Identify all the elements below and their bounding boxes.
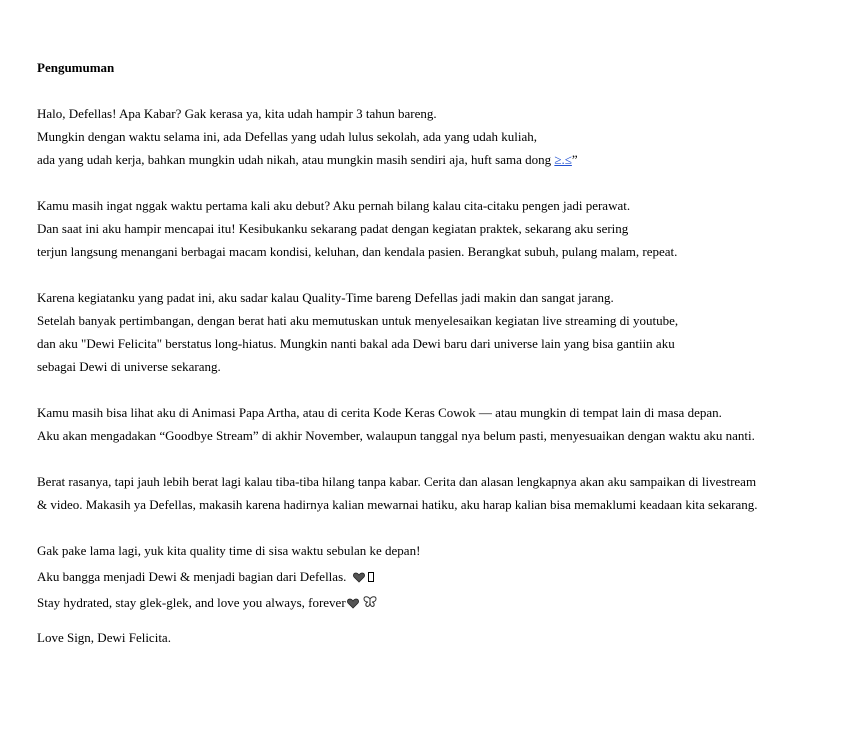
paragraph-line: Dan saat ini aku hampir mencapai itu! Kesibukanku sekarang padat dengan kegiatan praktek, sekarang aku sering (37, 221, 629, 236)
paragraph-line: terjun langsung menangani berbagai macam kondisi, keluhan, dan kendala pasien. Berangkat subuh, pulang malam, repeat. (37, 244, 678, 259)
paragraph-line: Setelah banyak pertimbangan, dengan berat hati aku memutuskan untuk menyelesaikan kegiatan live streaming di youtube, (37, 313, 679, 328)
paragraph-line: Kamu masih bisa lihat aku di Animasi Papa Artha, atau di cerita Kode Keras Cowok — atau mungkin di tempat lain di masa depan. (37, 405, 722, 420)
paragraph-line: Gak pake lama lagi, yuk kita quality time di sisa waktu sebulan ke depan! (37, 543, 421, 558)
closing-signature: Love Sign, Dewi Felicita. (37, 630, 171, 645)
paragraph-line (37, 152, 578, 168)
closing-quote: ” (571, 152, 578, 167)
paragraph-line: Mungkin dengan waktu selama ini, ada Defellas yang udah lulus sekolah, ada yang udah kuliah, (37, 129, 538, 144)
butterfly-icon (363, 596, 377, 612)
emoticon-link[interactable]: ≥.≤ (554, 152, 572, 167)
paragraph-line: sebagai Dewi di universe sekarang. (37, 359, 221, 374)
document-title: Pengumuman (37, 60, 115, 75)
paragraph-line: Kamu masih ingat nggak waktu pertama kali aku debut? Aku pernah bilang kalau cita-citaku pengen jadi perawat. (37, 198, 631, 213)
paragraph-line (37, 569, 374, 586)
paragraph-text: ada yang udah kerja, bahkan mungkin udah nikah, atau mungkin masih sendiri aja, huft sama dong (37, 152, 555, 167)
heart-icon (347, 596, 359, 612)
heart-icon (353, 570, 365, 586)
paragraph-line: Berat rasanya, tapi jauh lebih berat lagi kalau tiba-tiba hilang tanpa kabar. Cerita dan alasan lengkapnya akan aku sampaikan di livestream (37, 474, 757, 489)
paragraph-line: Karena kegiatanku yang padat ini, aku sadar kalau Quality-Time bareng Defellas jadi makin dan sangat jarang. (37, 290, 614, 305)
paragraph-line: dan aku "Dewi Felicita" berstatus long-hiatus. Mungkin nanti bakal ada Dewi baru dari universe lain yang bisa gantiin aku (37, 336, 675, 351)
missing-glyph-icon (368, 572, 374, 582)
paragraph-line: & video. Makasih ya Defellas, makasih karena hadirnya kalian mewarnai hatiku, aku harap kalian bisa memaklumi keadaan kita sekarang. (37, 497, 758, 512)
paragraph-line: Aku akan mengadakan “Goodbye Stream” di akhir November, walaupun tanggal nya belum pasti, menyesuaikan dengan waktu aku nanti. (37, 428, 755, 443)
paragraph-text: Aku bangga menjadi Dewi & menjadi bagian dari Defellas. (37, 569, 350, 584)
paragraph-line (37, 595, 377, 612)
paragraph-text: Stay hydrated, stay glek-glek, and love you always, forever (37, 595, 346, 610)
paragraph-line: Halo, Defellas! Apa Kabar? Gak kerasa ya, kita udah hampir 3 tahun bareng. (37, 106, 437, 121)
